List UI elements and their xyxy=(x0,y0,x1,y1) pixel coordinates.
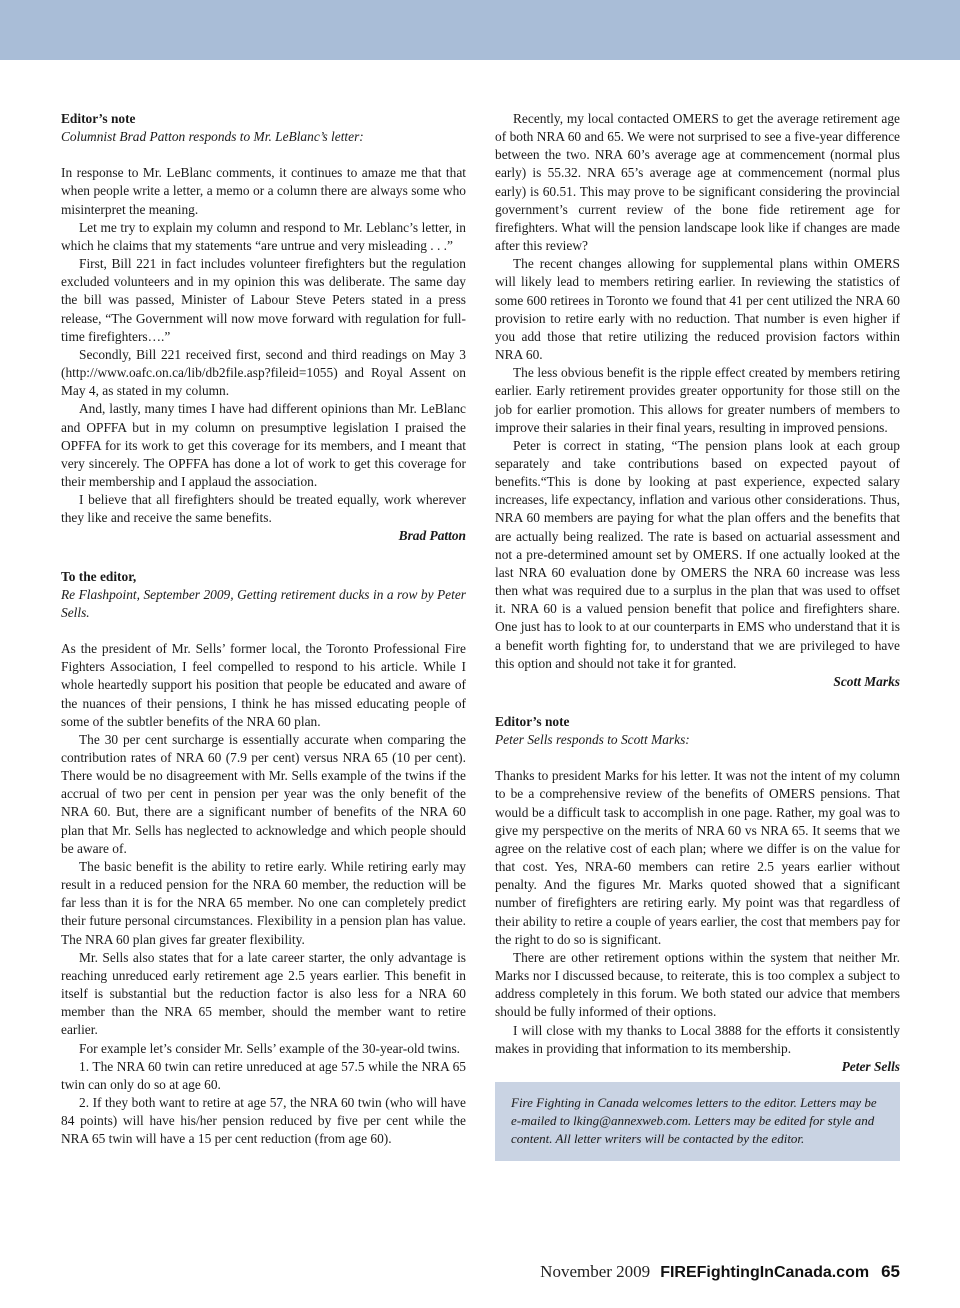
paragraph: As the president of Mr. Sells’ former local, the Toronto Professional Fire Fighters Association, I feel compelled to respond to his article. While I whole heartedly support his position that people be educated and aware of the nuances of their pensions, I think he has missed educating people of some of the subtler benefits of the NRA 60 plan. xyxy=(61,641,466,729)
paragraph: For example let’s consider Mr. Sells’ example of the 30-year-old twins. xyxy=(79,1040,461,1056)
paragraph: The 30 per cent surcharge is essentially accurate when comparing the contribution rates of NRA 60 (7.9 per cent) versus NRA 65 (10 per cent). There would be no disagreement with Mr. Sells example of the twins if the accrual of two per cent in pension per year was the only benefit of the NRA 60. But, there are a significant number of benefits of the NRA 60 plan that Mr. Sells has neglected to acknowledge and which people should be aware of. xyxy=(61,731,466,856)
right-column xyxy=(495,110,900,1161)
signature-scott-marks: Scott Marks xyxy=(833,673,900,689)
paragraph: Thanks to president Marks for his letter. It was not the intent of my column to be a comprehensive review of the benefits of OMERS pensions. That would be a difficult task to accomplish in one page. Rather, my goal was to give my perspective on the merits of NRA 60 vs NRA 65. It seems that we agree on the relative cost of each plan; where we differ is on the value for that cost. Yes, NRA-60 members can retire 2.5 years earlier without penalty. And the figures Mr. Marks quoted showed that a significant number of firefighters are retiring early. My point was that regardless of their ability to retire a couple of years earlier, the cost that members pay for the right to do so is significant. xyxy=(495,768,900,947)
page-footer xyxy=(500,1262,900,1282)
letter-subhead: Re Flashpoint, September 2009, Getting retirement ducks in a row by Peter Sells. xyxy=(61,586,466,620)
editor-note-subhead: Columnist Brad Patton responds to Mr. LeBlanc’s letter: xyxy=(61,129,364,145)
letters-notice-box xyxy=(495,1082,900,1161)
paragraph: I will close with my thanks to Local 3888 for the efforts it consistently makes in providing that information to its membership. xyxy=(495,1022,900,1056)
paragraph: And, lastly, many times I have had different opinions than Mr. LeBlanc and OPFFA but in my column on presumptive legislation I praised the OPFFA for its work to get this coverage for its members, and I meant that very sincerely. The OPFFA has done a lot of work to get this coverage for their membership and I applaud the association. xyxy=(61,401,466,489)
paragraph: In response to Mr. LeBlanc comments, it continues to amaze me that that when people write a letter, a memo or a column there are always some who misinterpret the meaning. xyxy=(61,165,466,217)
paragraph: The recent changes allowing for supplemental plans within OMERS will likely lead to members retiring earlier. In reviewing the statistics of some 600 retirees in Toronto we found that 41 per cent utilized the NRA 60 provision to retire early with no reduction. That number is even higher if you add those that retire utilizing the reduced provision factors within NRA 60. xyxy=(495,256,900,363)
letters-notice-text: Fire Fighting in Canada welcomes letters to the editor. Letters may be e-mailed to lking@annexweb.com. Letters may be edited for style and content. All letter writers will be contacted by the editor. xyxy=(511,1094,877,1146)
issue-date: November 2009 xyxy=(540,1262,651,1281)
paragraph: Secondly, Bill 221 received first, second and third readings on May 3 (http://www.oafc.on.ca/lib/db2file.asp?fileid=1055) and Royal Assent on May 4, as stated in my column. xyxy=(61,346,466,399)
header-color-band xyxy=(0,0,960,60)
editor-note-heading: Editor’s note xyxy=(495,714,570,729)
signature-peter-sells: Peter Sells xyxy=(841,1058,900,1074)
paragraph: Mr. Sells also states that for a late career starter, the only advantage is reaching unreduced early retirement age 2.5 years earlier. This benefit in itself is substantial but the reduction factor is also less for a NRA 60 member than the NRA 65 member, should the member want to retire earlier. xyxy=(61,949,466,1038)
paragraph: 2. If they both want to retire at age 57, the NRA 60 twin (who will have 84 points) will have his/her pension reduced by five per cent while the NRA 65 twin will have a 15 per cent reduction (from age 60). xyxy=(61,1094,466,1147)
paragraph: The basic benefit is the ability to retire early. While retiring early may result in a reduced pension for the NRA 60 member, the reduction will be far less than it is for the NRA 65 member. No one can completely predict their future personal circumstances. Flexibility in a pension plan has value. The NRA 60 plan gives far greater flexibility. xyxy=(61,858,466,947)
editor-note-heading: Editor’s note xyxy=(61,111,136,126)
paragraph: Let me try to explain my column and respond to Mr. Leblanc’s letter, in which he claims that my statements “are untrue and very misleading . . .” xyxy=(61,219,466,253)
site-name: FIREFightingInCanada.com xyxy=(660,1264,870,1281)
paragraph: Peter is correct in stating, “The pension plans look at each group separately and take contributions based on expected payout of benefits.“This is done by looking at past experience, expected salary increases, life expectancy, inflation and various other considerations. Thus, NRA 60 members are paying for what the plan offers and the benefits that are actually being realized. The rate is based on actuarial assessment and not a pre-determined amount set by OMERS. If one actually looked at the last NRA 60 evaluation done by OMERS the NRA 60 increase was less then what was required due to a surplus in the plan that was used to offset it. NRA 60 is a valued pension benefit that police and firefighters share. One just has to look to at our counterparts in EMS who understand that it is a benefit worth fighting for, to understand that we are privileged to have this option and should not take it for granted. xyxy=(495,437,900,671)
paragraph: 1. The NRA 60 twin can retire unreduced at age 57.5 while the NRA 65 twin can only do so at age 60. xyxy=(61,1058,466,1092)
page-number: 65 xyxy=(881,1262,900,1281)
paragraph: The less obvious benefit is the ripple effect created by members retiring earlier. Early retirement provides greater opportunity for those still on the job for earlier promotion. This allows for greater numbers of members to improve their salaries in their final years, resulting in improved pensions. xyxy=(495,365,900,435)
editor-note-subhead: Peter Sells responds to Scott Marks: xyxy=(495,732,690,748)
paragraph: I believe that all firefighters should be treated equally, work wherever they like and receive the same benefits. xyxy=(61,492,466,526)
paragraph: First, Bill 221 in fact includes volunteer firefighters but the regulation excluded volunteers and in my opinion this was deliberate. The same day the bill was passed, Minister of Labour Steve Peters stated in a press release, “The Government will now move forward with regulation for full-time firefighters….” xyxy=(61,256,466,344)
paragraph: There are other retirement options within the system that neither Mr. Marks nor I discussed because, to reiterate, this is too complex a subject to address completely in this forum. We both stated our advice that members should be fully informed of their options. xyxy=(495,949,900,1020)
left-column xyxy=(61,110,466,1148)
paragraph: Recently, my local contacted OMERS to get the average retirement age of both NRA 60 and 65. We were not surprised to see a five-year difference between the two. NRA 60’s average age at commencement (normal plus early) is 55.32. NRA 65’s average age at commencement (normal plus early) is 60.51. This may prove to be significant considering the provincial government’s current review of the bone fide retirement age for firefighters. What will the pension landscape look like if changes are made after this review? xyxy=(495,111,900,254)
signature-brad-patton: Brad Patton xyxy=(398,528,466,544)
letter-heading: To the editor, xyxy=(61,568,137,584)
